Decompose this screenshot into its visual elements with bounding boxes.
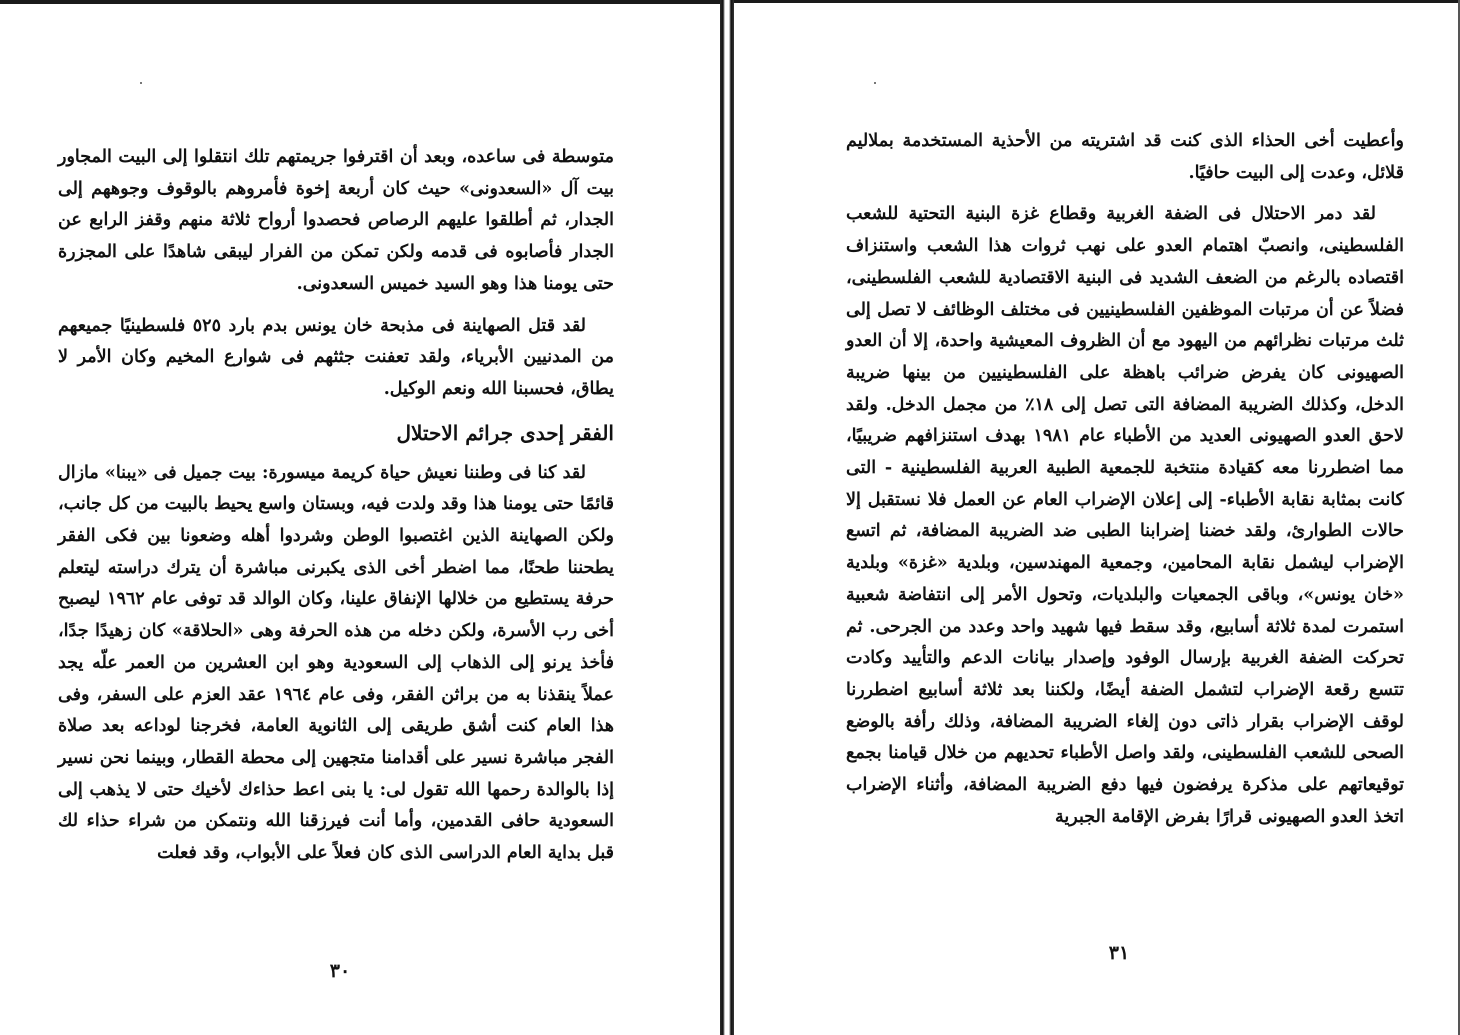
page-30-text <box>58 142 614 870</box>
section-heading: الفقر إحدى جرائم الاحتلال <box>396 420 614 445</box>
paragraph: لقد قتل الصهاينة فى مذبحة خان يونس بدم بارد ٥٢٥ فلسطينيًا جميعهم من المدنيين الأبرياء، ولقد تعفنت جثثهم فى شوارع المخيم وكان الأمر لا يطاق، فحسبنا الله ونعم الوكيل. <box>58 315 614 399</box>
page-31-text <box>846 126 1404 833</box>
scan-speck <box>874 82 876 84</box>
paragraph: متوسطة فى ساعده، وبعد أن اقترفوا جريمتهم تلك انتقلوا إلى البيت المجاور بيت آل «السعدونى» حيث كان أربعة إخوة فأمروهم بالوقوف وجوههم إلى الجدار، ثم أطلقوا عليهم الرصاص فحصدوا أرواح ثلاثة منهم وقفز الرابع عن الجدار فأصابوه فى قدمه ولكن تمكن من الفرار ليبقى شاهدًا على المجزرة حتى يومنا هذا وهو السيد خميس السعدونى. <box>58 147 614 294</box>
page-number: ٣١ <box>1108 942 1130 964</box>
page-30 <box>0 0 720 1035</box>
scan-speck <box>140 82 142 84</box>
page-number: ٣٠ <box>329 960 351 982</box>
book-binding <box>720 0 734 1035</box>
paragraph: وأعطيت أخى الحذاء الذى كنت قد اشتريته من الأحذية المستخدمة بملاليم قلائل، وعدت إلى البيت حافيًا. <box>846 131 1404 183</box>
page-31 <box>734 0 1460 1035</box>
paragraph: لقد دمر الاحتلال فى الضفة الغربية وقطاع غزة البنية التحتية للشعب الفلسطينى، وانصبّ اهتمام العدو على نهب ثروات هذا الشعب واستنزاف اقتصاده بالرغم من الضعف الشديد فى البنية الاقتصادية للشعب الفلسطينى، فضلاً عن أن مرتبات الموظفين الفلسطينيين فى مختلف الوظائف لا تصل إلى ثلث مرتبات نظرائهم من اليهود مع أن الظروف المعيشية واحدة، إلا أن العدو الصهيونى كان يفرض ضرائب باهظة على الفلسطينيين من بينها ضريبة الدخل، وكذلك الضريبة المضافة التى تصل إلى ١٨٪ من مجمل الدخل. ولقد لاحق العدو الصهيونى العديد من الأطباء عام ١٩٨١ بهدف استنزافهم ضريبيًا، مما اضطررنا معه كقيادة منتخبة للجمعية الطبية العربية الفلسطينية - التى كانت بمثابة نقابة الأطباء- إلى إعلان الإضراب العام عن العمل فلا نستقبل إلا حالات الطوارئ، ولقد خضنا إضرابنا الطبى ضد الضريبة المضافة، ثم اتسع الإضراب ليشمل نقابة المحامين، وجمعية المهندسين، وبلدية «غزة» وبلدية «خان يونس»، وباقى الجمعيات والبلديات، وتحول الأمر إلى انتفاضة شعبية استمرت لمدة ثلاثة أسابيع، وقد سقط فيها شهيد واحد وعدد من الجرحى. ثم تحركت الضفة الغربية بإرسال الوفود وإصدار بيانات الدعم والتأييد وكادت تتسع رقعة الإضراب لتشمل الضفة أيضًا، ولكننا بعد ثلاثة أسابيع اضطررنا لوقف الإضراب بقرار ذاتى دون إلغاء الضريبة المضافة، وذلك رأفة بالوضع الصحى للشعب الفلسطينى، ولقد واصل الأطباء تحديهم من خلال قيامنا بجمع توقيعاتهم على مذكرة يرفضون فيها دفع الضريبة المضافة، وأثناء الإضراب اتخذ العدو الصهيونى قرارًا بفرض الإقامة الجبرية <box>846 204 1405 827</box>
paragraph: لقد كنا فى وطننا نعيش حياة كريمة ميسورة: بيت جميل فى «يبنا» مازال قائمًا حتى يومنا هذا وقد ولدت فيه، وبستان واسع يحيط بالبيت من كل جانب، ولكن الصهاينة الذين اغتصبوا الوطن وشردوا أهله وضعونا بين فكى الفقر يطحننا طحنًا، مما اضطر أخى الذى يكبرنى مباشرة أن يترك دراسته ليتعلم حرفة يستطيع من خلالها الإنفاق علينا، وكان الوالد قد توفى عام ١٩٦٢ ليصبح أخى رب الأسرة، ولكن دخله من هذه الحرفة وهى «الحلاقة» كان زهيدًا جدًا، فأخذ يرنو إلى الذهاب إلى السعودية وهو ابن العشرين من العمر علّه يجد عملاً ينقذنا به من براثن الفقر، وفى عام ١٩٦٤ عقد العزم على السفر، وفى هذا العام كنت أشق طريقى إلى الثانوية العامة، فخرجنا لوداعه بعد صلاة الفجر مباشرة نسير على أقدامنا متجهين إلى محطة القطار، وبينما نحن نسير إذا بالوالدة رحمها الله تقول لى: يا بنى اعط حذاءك لأخيك حتى لا يذهب إلى السعودية حافى القدمين، وأما أنت فيرزقنا الله ونتمكن من شراء حذاء لك قبل بداية العام الدراسى الذى كان فعلاً على الأبواب، وقد فعلت <box>58 462 614 864</box>
